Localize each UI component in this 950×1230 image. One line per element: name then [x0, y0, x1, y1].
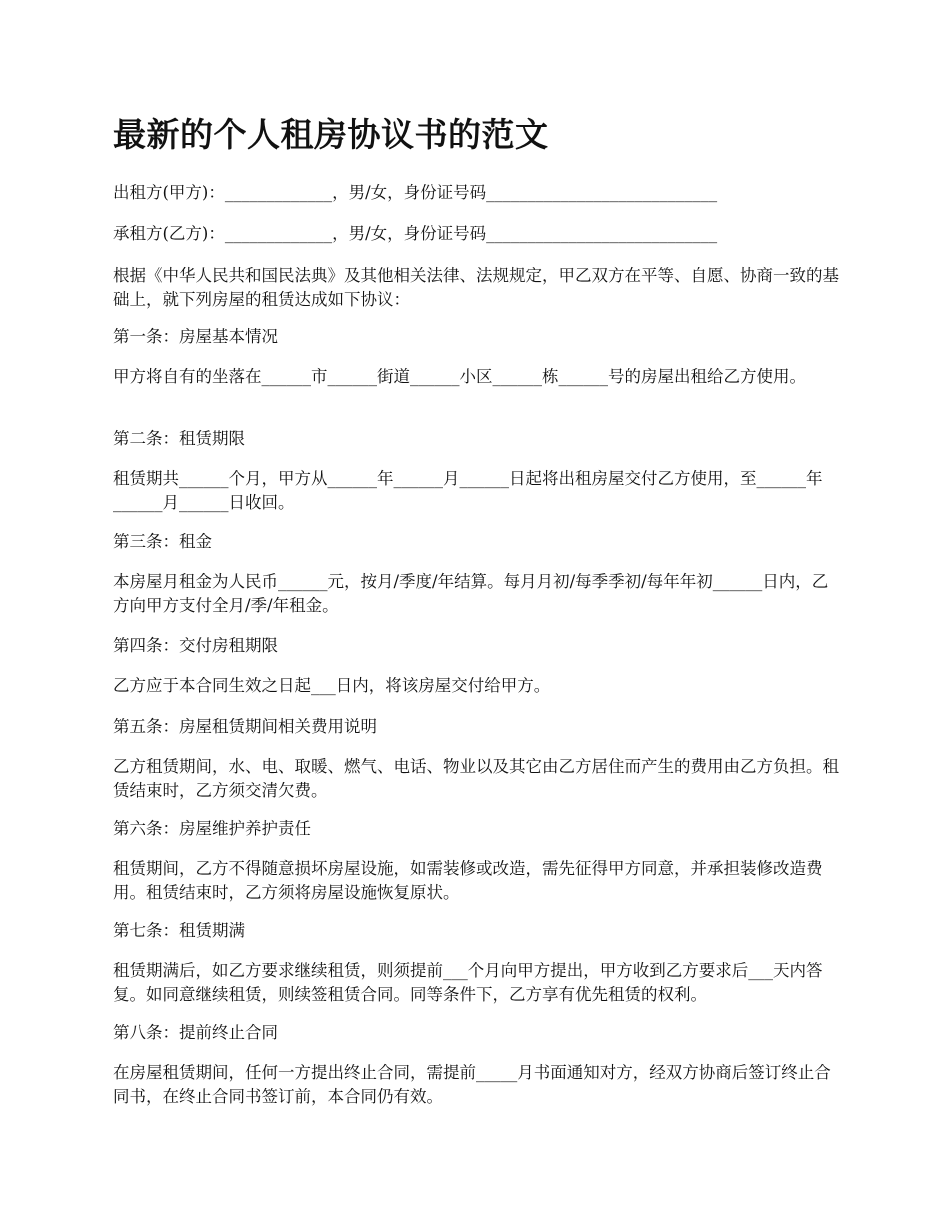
- article-5-body: 乙方租赁期间，水、电、取暖、燃气、电话、物业以及其它由乙方居住而产生的费用由乙方负担。租赁结束时，乙方须交清欠费。: [113, 757, 839, 800]
- article-1-body: 甲方将自有的坐落在______市______街道______小区______栋______号的房屋出租给乙方使用。: [113, 367, 806, 386]
- article-6-heading: 第六条：房屋维护养护责任: [113, 819, 311, 838]
- article-8-heading: 第八条：提前终止合同: [113, 1023, 278, 1042]
- party-a-line: 出租方(甲方)：_____________，男/女，身份证号码____________________________: [113, 183, 718, 202]
- article-3-heading: 第三条：租金: [113, 532, 212, 551]
- article-7-body: 租赁期满后，如乙方要求继续租赁，则须提前___个月向甲方提出，甲方收到乙方要求后___天内答复。如同意继续租赁，则续签租赁合同。同等条件下，乙方享有优先租赁的权利。: [113, 961, 823, 1004]
- article-5-heading: 第五条：房屋租赁期间相关费用说明: [113, 717, 377, 736]
- document-title: 最新的个人租房协议书的范文: [113, 115, 549, 154]
- article-1-heading: 第一条：房屋基本情况: [113, 327, 278, 346]
- article-3-body: 本房屋月租金为人民币______元，按月/季度/年结算。每月月初/每季季初/每年年初______日内，乙方向甲方支付全月/季/年租金。: [113, 572, 829, 615]
- article-4-body: 乙方应于本合同生效之日起___日内，将该房屋交付给甲方。: [113, 676, 551, 695]
- article-2-body: 租赁期共______个月，甲方从______年______月______日起将出租房屋交付乙方使用，至______年______月______日收回。: [113, 469, 823, 512]
- preamble-paragraph: 根据《中华人民共和国民法典》及其他相关法律、法规规定，甲乙双方在平等、自愿、协商一致的基础上，就下列房屋的租赁达成如下协议：: [113, 266, 839, 309]
- party-b-line: 承租方(乙方)：_____________，男/女，身份证号码____________________________: [113, 224, 718, 243]
- article-7-heading: 第七条：租赁期满: [113, 921, 245, 940]
- article-8-body: 在房屋租赁期间，任何一方提出终止合同，需提前_____月书面通知对方，经双方协商后签订终止合同书，在终止合同书签订前，本合同仍有效。: [113, 1063, 831, 1106]
- article-6-body: 租赁期间，乙方不得随意损坏房屋设施，如需装修或改造，需先征得甲方同意，并承担装修改造费用。租赁结束时，乙方须将房屋设施恢复原状。: [113, 859, 823, 902]
- article-4-heading: 第四条：交付房租期限: [113, 636, 278, 655]
- article-2-heading: 第二条：租赁期限: [113, 429, 245, 448]
